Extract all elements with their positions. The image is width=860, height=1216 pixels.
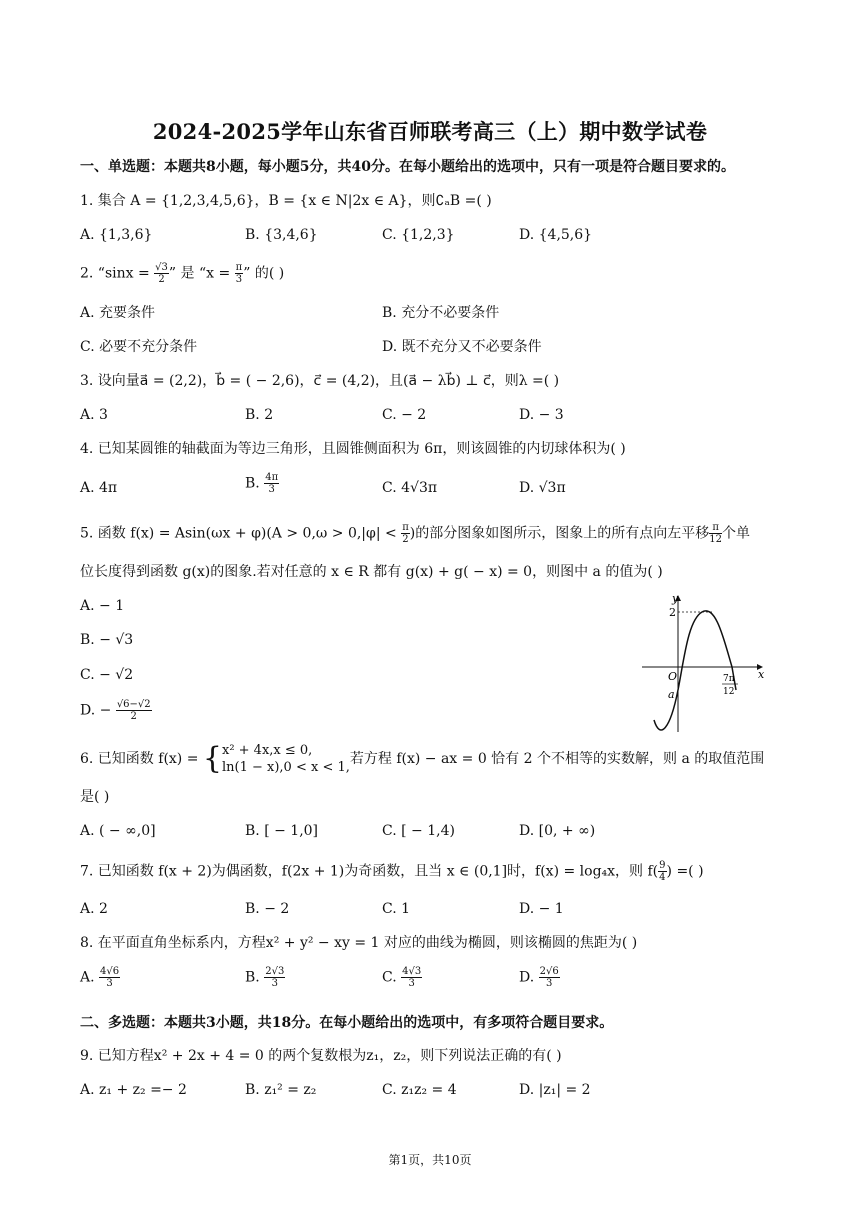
q4-stem: 4. 已知某圆锥的轴截面为等边三角形，且圆锥侧面积为 6π，则该圆锥的内切球体积为( ) [80,441,626,457]
q7-option-c: C. 1 [382,901,411,917]
q5-option-a: A. − 1 [80,598,125,614]
q1-option-a: A. {1,3,6} [80,227,153,243]
q5-stem-line2: 位长度得到函数 g(x)的图象.若对任意的 x ∈ R 都有 g(x) + g( − x) = 0，则图中 a 的值为( ) [80,564,663,580]
q2-option-d: D. 既不充分又不必要条件 [382,339,542,355]
q7-option-a: A. 2 [80,901,108,917]
page-footer: 第1页，共10页 [388,1153,472,1167]
section-1-heading: 一、单选题：本题共8小题，每小题5分，共40分。在每小题给出的选项中，只有一项是符合题目要求的。 [80,159,735,175]
sine-curve [654,611,736,730]
q5-function-graph [640,590,770,735]
q9-stem: 9. 已知方程x² + 2x + 4 = 0 的两个复数根为z₁，z₂，则下列说法正确的有( ) [80,1048,562,1064]
q8-option-a: A. $\frac{4√6}{3}$ [80,966,120,989]
q1-option-c: C. {1,2,3} [382,227,455,243]
q4-option-d: D. √3π [519,480,566,496]
q5-option-c: C. − √2 [80,667,134,683]
q8-option-b: B. $\frac{2√3}{3}$ [245,966,285,989]
exam-title: 2024-2025学年山东省百师联考高三（上）期中数学试卷 [152,119,708,144]
q1-option-d: D. {4,5,6} [519,227,593,243]
q6-option-a: A. ( − ∞,0] [80,823,156,839]
q6-option-d: D. [0, + ∞) [519,823,596,839]
q2-option-a: A. 充要条件 [80,305,156,321]
q1-stem: 1. 集合 A = {1,2,3,4,5,6}，B = {x ∈ N|2x ∈ A}，则∁ₐB =( ) [80,193,492,209]
x-axis-label: x [758,668,765,681]
q4-option-c: C. 4√3π [382,480,438,496]
q2-option-b: B. 充分不必要条件 [382,305,500,321]
q1-option-b: B. {3,4,6} [245,227,318,243]
q8-stem: 8. 在平面直角坐标系内，方程x² + y² − xy = 1 对应的曲线为椭圆，则该椭圆的焦距为( ) [80,935,638,951]
q3-option-d: D. − 3 [519,407,564,423]
q5-stem-line1: 5. 函数 f(x) = Asin(ωx + φ)(A > 0,ω > 0,|φ| < $\frac{\pi}{2}$ )的部分图象如图所示，图象上的所有点向左平移 $\frac{\pi}{12}$ 个单 [80,522,750,545]
q6-stem-line2: 是( ) [80,789,110,805]
x-tick-numerator: 7π [723,674,735,684]
q7-option-b: B. − 2 [245,901,290,917]
origin-label: O [668,670,678,683]
q6-option-b: B. [ − 1,0] [245,823,319,839]
x-tick-denominator: 12 [723,687,735,697]
y-axis-label: y [672,592,679,605]
q6-stem: 6. 已知函数 f(x) = { x² + 4x,x ≤ 0, ln(1 − x),0 < x < 1, 若方程 f(x) − ax = 0 恰有 2 个不相等的实数解，则 a 的取值范围 [80,741,765,776]
q3-option-a: A. 3 [80,407,108,423]
q9-option-b: B. z₁² = z₂ [245,1082,317,1098]
q8-option-d: D. $\frac{2√6}{3}$ [519,966,559,989]
q8-option-c: C. $\frac{4√3}{3}$ [382,966,422,989]
a-label: a [668,688,675,701]
q9-option-a: A. z₁ + z₂ =− 2 [80,1082,187,1098]
y-tick-2: 2 [669,606,676,619]
q5-option-d: D. − $\frac{√6-√2}{2}$ [80,699,151,722]
q3-option-b: B. 2 [245,407,274,423]
q7-option-d: D. − 1 [519,901,564,917]
q7-stem: 7. 已知函数 f(x + 2)为偶函数，f(2x + 1)为奇函数，且当 x ∈ (0,1]时，f(x) = log₄x，则 f( $\frac{9}{4}$ ) =( ) [80,860,704,883]
section-2-heading: 二、多选题：本题共3小题，共18分。在每小题给出的选项中，有多项符合题目要求。 [80,1015,614,1031]
q4-option-a: A. 4π [80,480,118,496]
q3-stem: 3. 设向量a⃗ = (2,2)，b⃗ = ( − 2,6)，c⃗ = (4,2)，且(a⃗ − λb⃗) ⊥ c⃗，则λ =( ) [80,373,560,389]
q2-stem: 2. “sinx = $\frac{√3}{2}$ ” 是 “x = $\frac{\pi}{3}$ ” 的( ) [80,262,285,285]
q9-option-c: C. z₁z₂ = 4 [382,1082,457,1098]
q2-option-c: C. 必要不充分条件 [80,339,198,355]
q3-option-c: C. − 2 [382,407,427,423]
q4-option-b: B. $\frac{4\pi}{3}$ [245,472,279,495]
q5-option-b: B. − √3 [80,632,134,648]
q9-option-d: D. |z₁| = 2 [519,1082,591,1098]
q6-option-c: C. [ − 1,4) [382,823,455,839]
